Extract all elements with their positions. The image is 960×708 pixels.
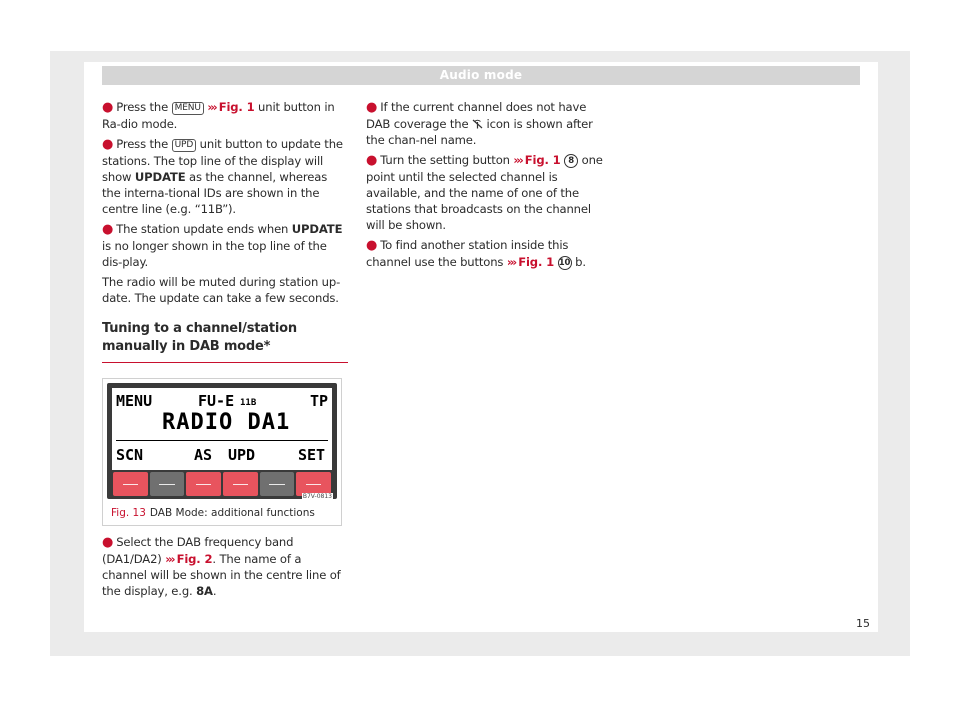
left-column	[102, 99, 348, 363]
chevron-icon: ›››	[513, 153, 522, 167]
bullet-icon: ●	[366, 153, 378, 168]
lcd-menu: MENU	[116, 392, 153, 410]
fig-ref[interactable]: Fig. 2	[176, 552, 213, 566]
paragraph-mute: The radio will be muted during station up-date. The update can take a few seconds.	[102, 275, 341, 305]
fig-ref[interactable]: Fig. 1	[518, 255, 555, 269]
page-number: 15	[856, 617, 870, 630]
lcd-tp: TP	[310, 392, 329, 410]
bullet-icon: ●	[102, 535, 114, 550]
softkey-row	[112, 472, 332, 496]
chevron-icon: ›››	[506, 255, 516, 269]
bullet-coverage: ● If the current channel does not have DAB coverage the icon is shown after the chan-nel name.	[366, 100, 593, 147]
bullet-menu: ● Press the MENU ››› Fig. 1 unit button in Ra-dio mode.	[102, 100, 335, 131]
radio-display	[107, 383, 337, 499]
softkey-2[interactable]	[150, 472, 185, 496]
callout-number: 8	[564, 154, 578, 168]
chevron-icon: ›››	[165, 552, 174, 566]
softkey-4[interactable]	[223, 472, 258, 496]
menu-key: MENU	[172, 102, 204, 115]
lcd-screen	[112, 388, 332, 470]
section-header: Audio mode	[102, 66, 860, 85]
bullet-icon: ●	[366, 238, 378, 253]
bullet-icon: ●	[102, 137, 114, 152]
caption-label: Fig. 13	[111, 507, 146, 519]
bullet-icon: ●	[102, 222, 114, 237]
right-column	[366, 99, 606, 274]
bullet-find-station: ● To find another station inside this channel use the buttons ››› Fig. 1 10 b.	[366, 238, 586, 269]
left-column-lower	[102, 534, 348, 603]
softkey-3[interactable]	[186, 472, 221, 496]
upd-key: UPD	[172, 139, 197, 152]
bullet-setting-button: ● Turn the setting button ››› Fig. 1 8 one point until the selected channel is available, and the name of one of the stations that broadcasts on the channel will be shown.	[366, 153, 603, 232]
figure-code: B7V-0813	[302, 493, 332, 500]
lcd-channel: 11B	[240, 398, 257, 408]
fig-ref[interactable]: Fig. 1	[524, 153, 561, 167]
lcd-fue: FU-E	[198, 392, 235, 410]
chevron-icon: ›››	[207, 100, 216, 114]
lcd-upd: UPD	[228, 446, 256, 464]
lcd-as: AS	[194, 446, 213, 464]
figure-13	[102, 378, 342, 526]
lcd-set: SET	[298, 446, 326, 464]
bullet-update-end: ● The station update ends when UPDATE is no longer shown in the top line of the dis-play.	[102, 222, 343, 269]
bullet-icon: ●	[366, 100, 378, 115]
fig-ref[interactable]: Fig. 1	[218, 100, 255, 114]
bullet-band: ● Select the DAB frequency band (DA1/DA2) ››› Fig. 2. The name of a channel will be shown in the centre line of the display, e.g. 8A.	[102, 535, 341, 598]
callout-number: 10	[558, 258, 571, 268]
no-coverage-icon	[472, 117, 483, 131]
bullet-upd: ● Press the UPD unit button to update the stations. The top line of the display will show UPDATE as the channel, whereas the interna-tional IDs are shown in the centre line (e.g. “11B”).	[102, 137, 343, 216]
figure-caption: Fig. 13 DAB Mode: additional functions	[111, 507, 315, 519]
lcd-scn: SCN	[116, 446, 144, 464]
lcd-divider	[116, 440, 328, 441]
bullet-icon: ●	[102, 100, 114, 115]
softkey-1[interactable]	[113, 472, 148, 496]
softkey-5[interactable]	[260, 472, 295, 496]
lcd-station: RADIO DA1	[162, 410, 291, 435]
section-title: Tuning to a channel/station manually in DAB mode*	[102, 320, 348, 363]
